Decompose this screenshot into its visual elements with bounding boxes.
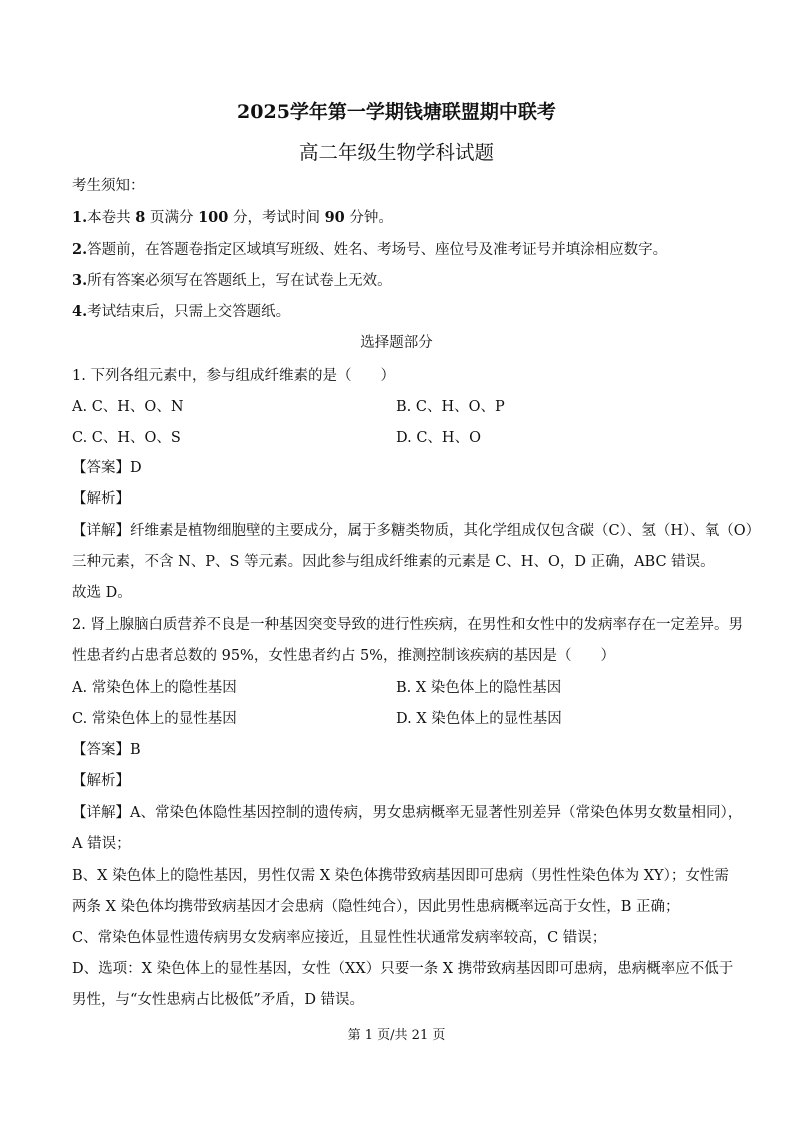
option-c: C. 常染色体上的显性基因 — [72, 711, 237, 727]
section-heading: 选择题部分 — [360, 335, 433, 351]
detail-text: 【详解】纤维素是植物细胞壁的主要成分，属于多糖类物质，其化学组成仅包含碳（C）、氢（H）、氧（O） — [72, 523, 761, 539]
detail-text: C、常染色体显性遗传病男女发病率应接近，且显性性状通常发病率较高，C 错误； — [72, 930, 607, 946]
detail-text: 三种元素，不含 N、P、S 等元素。因此参与组成纤维素的元素是 C、H、O，D 正确，ABC 错误。 — [72, 554, 715, 570]
answer-label: 【答案】D — [72, 460, 142, 476]
option-d: D. X 染色体上的显性基因 — [396, 711, 562, 727]
option-d: D. C、H、O — [396, 430, 481, 446]
detail-text: D、选项：X 染色体上的显性基因，女性（XX）只要一条 X 携带致病基因即可患病，患病概率应不低于 — [72, 961, 734, 977]
question-stem: 2. 肾上腺脑白质营养不良是一种基因突变导致的进行性疾病，在男性和女性中的发病率存在一定差异。男 — [72, 617, 743, 633]
detail-text: 【详解】A、常染色体隐性基因控制的遗传病，男女患病概率无显著性别差异（常染色体男女数量相同）， — [72, 805, 743, 821]
exam-title: 2025学年第一学期钱塘联盟期中联考 — [237, 101, 556, 123]
question-stem: 性患者约占患者总数的 95%，女性患者约占 5%，推测控制该疾病的基因是（ ） — [72, 648, 615, 664]
detail-text: 故选 D。 — [72, 585, 132, 601]
option-c: C. C、H、O、S — [72, 430, 181, 446]
option-b: B. C、H、O、P — [396, 399, 505, 415]
detail-text: 两条 X 染色体均携带致病基因才会患病（隐性纯合），因此男性患病概率远高于女性，B 正确； — [72, 899, 680, 915]
page-footer: 第 1 页/共 21 页 — [347, 1028, 446, 1043]
notice-item: 2.答题前，在答题卷指定区域填写班级、姓名、考场号、座位号及准考证号并填涂相应数字。 — [72, 241, 668, 258]
analysis-label: 【解析】 — [72, 491, 130, 507]
notice-item: 1.本卷共 8 页满分 100 分，考试时间 90 分钟。 — [72, 209, 393, 226]
option-b: B. X 染色体上的隐性基因 — [396, 680, 562, 696]
answer-label: 【答案】B — [72, 742, 141, 758]
detail-text: A 错误； — [72, 836, 131, 852]
notice-heading: 考生须知： — [72, 178, 145, 194]
question-stem: 1. 下列各组元素中，参与组成纤维素的是（ ） — [72, 368, 395, 384]
notice-item: 3.所有答案必须写在答题纸上，写在试卷上无效。 — [72, 272, 392, 289]
analysis-label: 【解析】 — [72, 773, 130, 789]
notice-item: 4.考试结束后，只需上交答题纸。 — [72, 303, 291, 320]
detail-text: 男性，与“女性患病占比极低”矛盾，D 错误。 — [72, 992, 365, 1008]
option-a: A. C、H、O、N — [72, 399, 184, 415]
detail-text: B、X 染色体上的隐性基因，男性仅需 X 染色体携带致病基因即可患病（男性性染色体为 XY）；女性需 — [72, 868, 729, 884]
option-a: A. 常染色体上的隐性基因 — [72, 680, 237, 696]
exam-subtitle: 高二年级生物学科试题 — [298, 141, 494, 164]
